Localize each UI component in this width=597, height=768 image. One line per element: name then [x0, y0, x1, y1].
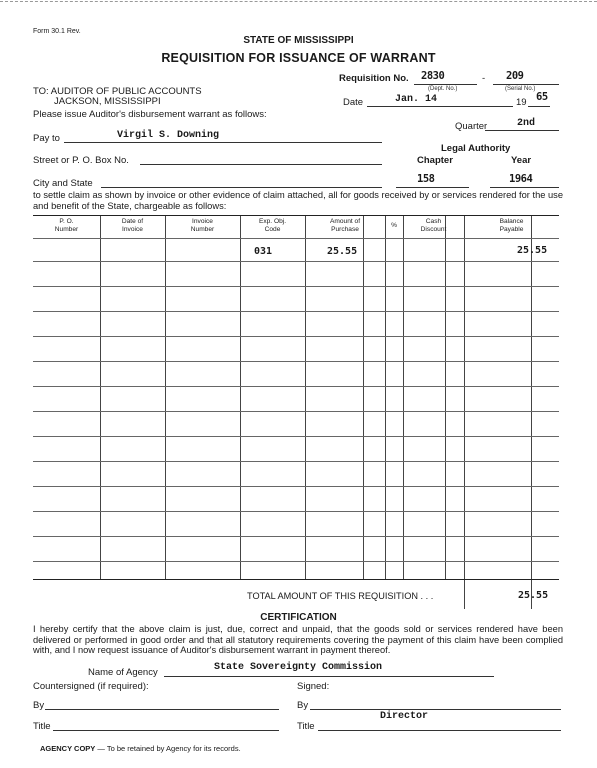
row-rule [33, 311, 559, 312]
row-rule [33, 386, 559, 387]
col-divider [165, 216, 166, 579]
row-rule [33, 411, 559, 412]
total-rule [33, 579, 559, 580]
instruction-text: Please issue Auditor's disbursement warrant as follows: [33, 109, 267, 120]
chapter-label: Chapter [417, 155, 453, 166]
year-line [528, 106, 550, 107]
authority-year-line [490, 187, 559, 188]
pay-to-line [64, 142, 382, 143]
signed-title-label: Title [297, 721, 315, 732]
countersign-title-line[interactable] [53, 730, 279, 731]
row-rule [33, 436, 559, 437]
col-divider [445, 216, 446, 579]
footer-note [40, 744, 241, 753]
pay-to-label: Pay to [33, 133, 60, 144]
chapter-value[interactable]: 158 [417, 173, 435, 185]
requisition-label: Requisition No. [339, 73, 409, 84]
header-amount-of-purchase: Amount of Purchase [329, 218, 361, 233]
header-po-number: P. O. Number [54, 218, 79, 233]
quarter-line [485, 130, 559, 131]
row-rule [33, 536, 559, 537]
row-rule [33, 486, 559, 487]
total-value[interactable]: 25.55 [518, 590, 549, 601]
pay-to-value[interactable]: Virgil S. Downing [117, 130, 220, 141]
year-prefix: 19 [516, 97, 527, 108]
row-rule [33, 261, 559, 262]
header-cash-discount: Cash Discount [420, 218, 447, 233]
date-value[interactable]: Jan. 14 [395, 94, 438, 105]
requisition-dash: - [482, 73, 486, 84]
serial-no-line [493, 84, 559, 85]
authority-year-value[interactable]: 1964 [509, 173, 533, 185]
certification-heading: CERTIFICATION [260, 612, 337, 623]
addressee-line-1: TO: AUDITOR OF PUBLIC ACCOUNTS [33, 86, 202, 97]
row1-amount[interactable]: 25.55 [327, 246, 358, 257]
serial-no-caption: (Serial No.) [505, 86, 536, 92]
certification-text: I hereby certify that the above claim is just, due, correct and unpaid, that the goods sold or services rendered have been delivered or performed in good order and that all statutory requirements covering the payment of this claim have been complied with, and I now request issuance of Auditor's disbursement warrant in payment thereof. [33, 624, 563, 655]
col-divider [464, 216, 465, 609]
signed-title-value[interactable]: Director [380, 711, 429, 722]
row1-balance[interactable]: 25.55 [517, 245, 548, 256]
date-label: Date [343, 97, 364, 108]
addressee-line-2: JACKSON, MISSISSIPPI [54, 96, 161, 107]
countersign-by-label: By [33, 700, 45, 711]
quarter-value[interactable]: 2nd [517, 118, 536, 129]
row-rule [33, 286, 559, 287]
chapter-line [396, 187, 469, 188]
street-label: Street or P. O. Box No. [33, 155, 129, 166]
row-rule [33, 561, 559, 562]
signed-label: Signed: [297, 681, 330, 692]
header-invoice-number: Invoice Number [190, 218, 215, 233]
row-rule [33, 511, 559, 512]
street-line[interactable] [140, 164, 382, 165]
row-rule [33, 336, 559, 337]
agency-name-value[interactable]: State Sovereignty Commission [214, 662, 383, 673]
signed-by-label: By [297, 700, 309, 711]
signed-title-line [318, 730, 561, 731]
form-number: Form 30.1 Rev. [33, 28, 81, 35]
col-divider [240, 216, 241, 579]
col-divider [100, 216, 101, 579]
agency-name-label: Name of Agency [88, 667, 158, 678]
agency-name-line [164, 676, 494, 677]
serial-no-value[interactable]: 209 [506, 70, 524, 82]
footer-text: — To be retained by Agency for its records. [95, 744, 241, 753]
col-divider [305, 216, 306, 579]
col-divider [531, 216, 532, 609]
city-label: City and State [33, 178, 93, 189]
settle-claim-text: to settle claim as shown by invoice or other evidence of claim attached, all for goods received by or services rendered for the use and benefit of the State, chargeable as follows: [33, 190, 563, 211]
year-label: Year [511, 155, 532, 166]
signed-by-line[interactable] [310, 709, 561, 710]
dept-no-caption: (Dept. No.) [428, 86, 458, 92]
col-divider [385, 216, 386, 579]
row1-exp-obj-code[interactable]: 031 [254, 246, 273, 257]
claims-table [33, 215, 559, 608]
dept-no-line [414, 84, 477, 85]
legal-authority-heading: Legal Authority [441, 143, 511, 154]
header-rule [33, 238, 559, 239]
dept-no-value[interactable]: 2830 [421, 70, 445, 82]
col-divider [403, 216, 404, 579]
perforation-line [0, 1, 597, 2]
form-title: REQUISITION FOR ISSUANCE OF WARRANT [161, 51, 436, 65]
total-label: TOTAL AMOUNT OF THIS REQUISITION . . . [247, 591, 434, 601]
countersign-title-label: Title [33, 721, 51, 732]
row-rule [33, 461, 559, 462]
header-balance-payable: Balance Payable [499, 218, 524, 233]
col-divider [363, 216, 364, 579]
row-rule [33, 361, 559, 362]
state-heading: STATE OF MISSISSIPPI [243, 35, 354, 46]
footer-copy-label: AGENCY COPY [40, 744, 96, 753]
countersign-by-line[interactable] [45, 709, 279, 710]
header-date-of-invoice: Date of Invoice [121, 218, 144, 233]
quarter-label: Quarter [455, 121, 488, 132]
city-line[interactable] [101, 187, 382, 188]
year-suffix[interactable]: 65 [536, 91, 548, 103]
date-line [367, 106, 513, 107]
countersigned-label: Countersigned (if required): [33, 681, 149, 692]
header-exp-obj-code: Exp. Obj. Code [258, 218, 287, 233]
header-percent: % [391, 222, 397, 229]
